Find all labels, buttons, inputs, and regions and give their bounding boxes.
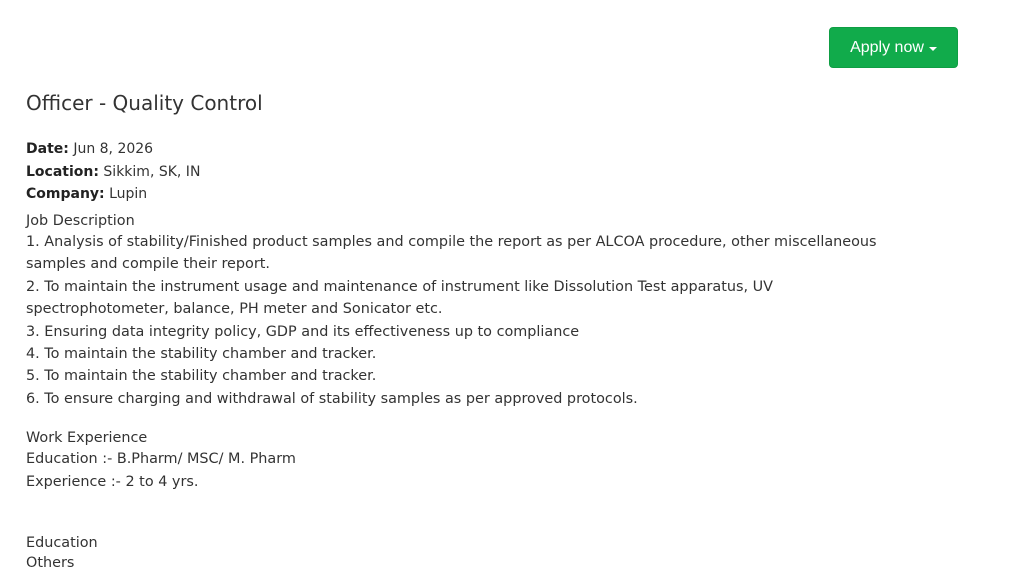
work-experience-heading: Work Experience — [26, 430, 148, 447]
description-line: samples and compile their report. — [26, 256, 270, 273]
experience-requirement: Experience :- 2 to 4 yrs. — [26, 473, 199, 490]
education-requirement: Education :- B.Pharm/ MSC/ M. Pharm — [26, 451, 296, 468]
description-line: 4. To maintain the stability chamber and tracker. — [26, 346, 377, 363]
description-line: 5. To maintain the stability chamber and tracker. — [26, 368, 377, 385]
description-line: 2. To maintain the instrument usage and maintenance of instrument like Dissolution Test apparatus, UV — [26, 278, 774, 295]
education-heading: Education — [26, 535, 98, 552]
description-line: spectrophotometer, balance, PH meter and Sonicator etc. — [26, 301, 443, 318]
job-description — [26, 211, 956, 573]
location-label: Location: — [26, 163, 99, 180]
job-meta — [26, 138, 200, 206]
job-title: Officer - Quality Control — [26, 91, 263, 115]
date-value: Jun 8, 2026 — [73, 141, 154, 157]
date-label: Date: — [26, 141, 69, 157]
date-row — [26, 138, 200, 161]
location-row — [26, 161, 200, 184]
education-value: Others — [26, 555, 75, 572]
company-row — [26, 183, 200, 206]
apply-now-label: Apply now — [850, 38, 924, 56]
description-line: 1. Analysis of stability/Finished product samples and compile the report as per ALCOA procedure, other miscellaneous — [26, 234, 877, 250]
spacer — [26, 493, 956, 533]
apply-now-button[interactable] — [829, 27, 958, 68]
location-value: Sikkim, SK, IN — [103, 163, 201, 180]
caret-down-icon — [929, 47, 937, 51]
job-description-heading: Job Description — [26, 213, 135, 229]
description-line: 6. To ensure charging and withdrawal of stability samples as per approved protocols. — [26, 390, 638, 407]
spacer — [26, 410, 956, 428]
description-line: 3. Ensuring data integrity policy, GDP and its effectiveness up to compliance — [26, 323, 580, 340]
company-label: Company: — [26, 186, 105, 202]
company-value: Lupin — [109, 186, 148, 202]
